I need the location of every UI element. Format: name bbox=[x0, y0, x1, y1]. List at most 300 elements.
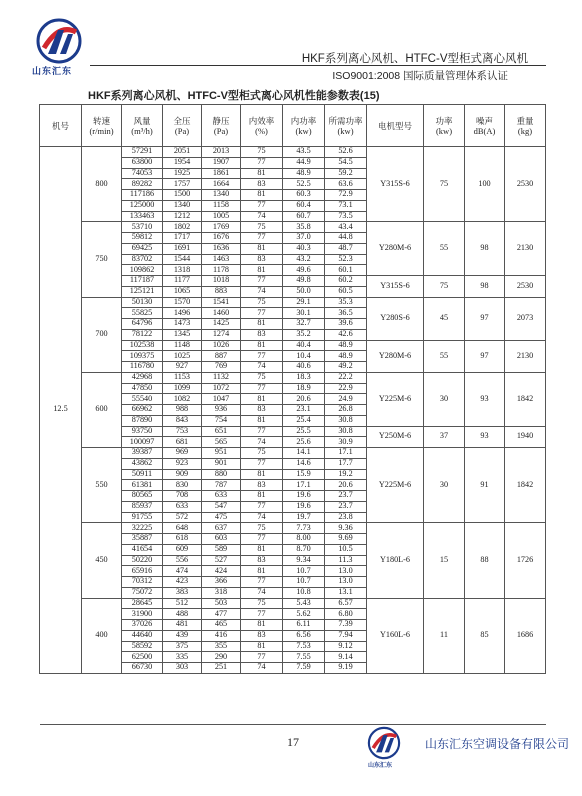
data-cell: 30.1 bbox=[283, 308, 325, 319]
data-cell: 19.6 bbox=[283, 501, 325, 512]
data-cell: 81 bbox=[241, 265, 283, 276]
data-cell: 589 bbox=[202, 544, 241, 555]
data-cell: 8.70 bbox=[283, 544, 325, 555]
data-cell: 74 bbox=[241, 286, 283, 297]
data-cell: 42.6 bbox=[325, 329, 367, 340]
data-cell: 81 bbox=[241, 641, 283, 652]
data-cell: 923 bbox=[163, 458, 202, 469]
weight-cell: 2530 bbox=[505, 147, 546, 222]
data-cell: 10.4 bbox=[283, 351, 325, 362]
speed-cell: 550 bbox=[82, 448, 122, 523]
data-cell: 1072 bbox=[202, 383, 241, 394]
data-cell: 35.3 bbox=[325, 297, 367, 308]
data-cell: 40.6 bbox=[283, 362, 325, 373]
col-internal-power: 内功率 (kw) bbox=[283, 105, 325, 147]
data-cell: 14.6 bbox=[283, 458, 325, 469]
data-cell: 74 bbox=[241, 362, 283, 373]
data-cell: 48.9 bbox=[325, 340, 367, 351]
data-cell: 49.2 bbox=[325, 362, 367, 373]
footer-logo-text: 山东汇东 bbox=[368, 763, 393, 769]
data-cell: 32.7 bbox=[283, 319, 325, 330]
table-body bbox=[40, 147, 546, 674]
data-cell: 1570 bbox=[163, 297, 202, 308]
weight-cell: 1842 bbox=[505, 372, 546, 426]
data-cell: 787 bbox=[202, 480, 241, 491]
data-cell: 1757 bbox=[163, 179, 202, 190]
col-motor: 电机型号 bbox=[367, 105, 424, 147]
noise-cell: 85 bbox=[465, 598, 505, 673]
data-cell: 618 bbox=[163, 534, 202, 545]
data-cell: 355 bbox=[202, 641, 241, 652]
motor-power-cell: 30 bbox=[424, 372, 465, 426]
col-flow: 风量 (m³/h) bbox=[122, 105, 163, 147]
data-cell: 17.1 bbox=[283, 480, 325, 491]
col-static-pressure: 静压 (Pa) bbox=[202, 105, 241, 147]
data-cell: 23.7 bbox=[325, 501, 367, 512]
data-cell: 633 bbox=[163, 501, 202, 512]
page-number: 17 bbox=[287, 735, 299, 749]
data-cell: 1664 bbox=[202, 179, 241, 190]
data-cell: 17.7 bbox=[325, 458, 367, 469]
data-cell: 475 bbox=[202, 512, 241, 523]
data-cell: 77 bbox=[241, 233, 283, 244]
data-cell: 10.7 bbox=[283, 577, 325, 588]
data-cell: 19.7 bbox=[283, 512, 325, 523]
data-cell: 556 bbox=[163, 555, 202, 566]
data-cell: 44.9 bbox=[283, 157, 325, 168]
noise-cell: 93 bbox=[465, 372, 505, 426]
data-cell: 117186 bbox=[122, 190, 163, 201]
data-cell: 60.4 bbox=[283, 200, 325, 211]
data-cell: 41654 bbox=[122, 544, 163, 555]
data-cell: 81 bbox=[241, 566, 283, 577]
data-cell: 81 bbox=[241, 340, 283, 351]
data-cell: 1717 bbox=[163, 233, 202, 244]
data-cell: 77 bbox=[241, 652, 283, 663]
data-cell: 77 bbox=[241, 577, 283, 588]
data-cell: 77 bbox=[241, 276, 283, 287]
weight-cell: 1686 bbox=[505, 598, 546, 673]
data-cell: 1065 bbox=[163, 286, 202, 297]
motor-power-cell: 11 bbox=[424, 598, 465, 673]
motor-model-cell: Y250M-6 bbox=[367, 426, 424, 448]
data-cell: 85937 bbox=[122, 501, 163, 512]
col-motor-power: 功率 (kw) bbox=[424, 105, 465, 147]
data-cell: 109375 bbox=[122, 351, 163, 362]
data-cell: 58592 bbox=[122, 641, 163, 652]
data-cell: 37026 bbox=[122, 620, 163, 631]
data-cell: 10.7 bbox=[283, 566, 325, 577]
data-cell: 50130 bbox=[122, 297, 163, 308]
data-cell: 1345 bbox=[163, 329, 202, 340]
data-cell: 50.0 bbox=[283, 286, 325, 297]
data-cell: 8.00 bbox=[283, 534, 325, 545]
data-cell: 43.4 bbox=[325, 222, 367, 233]
motor-power-cell: 37 bbox=[424, 426, 465, 448]
data-cell: 474 bbox=[163, 566, 202, 577]
data-cell: 77 bbox=[241, 200, 283, 211]
data-cell: 54.5 bbox=[325, 157, 367, 168]
table-header-row bbox=[40, 105, 546, 147]
data-cell: 416 bbox=[202, 630, 241, 641]
speed-cell: 800 bbox=[82, 147, 122, 222]
data-cell: 30.8 bbox=[325, 415, 367, 426]
weight-cell: 2130 bbox=[505, 340, 546, 372]
col-efficiency: 内效率 (%) bbox=[241, 105, 283, 147]
data-cell: 439 bbox=[163, 630, 202, 641]
data-cell: 81 bbox=[241, 190, 283, 201]
noise-cell: 97 bbox=[465, 297, 505, 340]
data-cell: 125121 bbox=[122, 286, 163, 297]
data-cell: 9.36 bbox=[325, 523, 367, 534]
data-cell: 13.0 bbox=[325, 577, 367, 588]
data-cell: 83 bbox=[241, 555, 283, 566]
data-cell: 109862 bbox=[122, 265, 163, 276]
data-cell: 40.4 bbox=[283, 340, 325, 351]
data-cell: 1769 bbox=[202, 222, 241, 233]
motor-model-cell: Y225M-6 bbox=[367, 448, 424, 523]
data-cell: 251 bbox=[202, 663, 241, 674]
data-cell: 74053 bbox=[122, 168, 163, 179]
speed-cell: 700 bbox=[82, 297, 122, 372]
data-cell: 81 bbox=[241, 415, 283, 426]
data-cell: 65916 bbox=[122, 566, 163, 577]
weight-cell: 2130 bbox=[505, 222, 546, 276]
motor-model-cell: Y180L-6 bbox=[367, 523, 424, 598]
data-cell: 42968 bbox=[122, 372, 163, 383]
data-cell: 83 bbox=[241, 405, 283, 416]
data-cell: 77 bbox=[241, 383, 283, 394]
data-cell: 81 bbox=[241, 319, 283, 330]
data-cell: 1861 bbox=[202, 168, 241, 179]
motor-model-cell: Y315S-6 bbox=[367, 276, 424, 298]
data-cell: 74 bbox=[241, 211, 283, 222]
data-cell: 2051 bbox=[163, 147, 202, 158]
data-cell: 93750 bbox=[122, 426, 163, 437]
data-cell: 19.6 bbox=[283, 491, 325, 502]
data-cell: 81 bbox=[241, 469, 283, 480]
table-row bbox=[40, 372, 546, 383]
data-cell: 133463 bbox=[122, 211, 163, 222]
data-cell: 969 bbox=[163, 448, 202, 459]
col-required-power: 所需功率 (kw) bbox=[325, 105, 367, 147]
table-row bbox=[40, 448, 546, 459]
data-cell: 5.62 bbox=[283, 609, 325, 620]
data-cell: 9.12 bbox=[325, 641, 367, 652]
data-cell: 91755 bbox=[122, 512, 163, 523]
data-cell: 1340 bbox=[163, 200, 202, 211]
data-cell: 81 bbox=[241, 620, 283, 631]
data-cell: 81 bbox=[241, 491, 283, 502]
data-cell: 52.5 bbox=[283, 179, 325, 190]
data-cell: 1132 bbox=[202, 372, 241, 383]
data-cell: 100097 bbox=[122, 437, 163, 448]
data-cell: 11.3 bbox=[325, 555, 367, 566]
data-cell: 66730 bbox=[122, 663, 163, 674]
data-cell: 81 bbox=[241, 394, 283, 405]
data-cell: 59812 bbox=[122, 233, 163, 244]
data-cell: 70312 bbox=[122, 577, 163, 588]
data-cell: 125000 bbox=[122, 200, 163, 211]
data-cell: 1025 bbox=[163, 351, 202, 362]
data-cell: 1691 bbox=[163, 243, 202, 254]
data-cell: 1274 bbox=[202, 329, 241, 340]
data-cell: 75 bbox=[241, 372, 283, 383]
data-cell: 77 bbox=[241, 308, 283, 319]
data-cell: 1802 bbox=[163, 222, 202, 233]
data-cell: 44.8 bbox=[325, 233, 367, 244]
motor-model-cell: Y160L-6 bbox=[367, 598, 424, 673]
weight-cell: 2073 bbox=[505, 297, 546, 340]
data-cell: 383 bbox=[163, 587, 202, 598]
table-row bbox=[40, 222, 546, 233]
data-cell: 43.5 bbox=[283, 147, 325, 158]
data-cell: 83 bbox=[241, 254, 283, 265]
header-title: HKF系列离心风机、HTFC-V型柜式离心风机 bbox=[301, 53, 528, 65]
motor-model-cell: Y315S-6 bbox=[367, 147, 424, 222]
data-cell: 23.8 bbox=[325, 512, 367, 523]
data-cell: 60.5 bbox=[325, 286, 367, 297]
data-cell: 31900 bbox=[122, 609, 163, 620]
data-cell: 30.8 bbox=[325, 426, 367, 437]
data-cell: 1954 bbox=[163, 157, 202, 168]
data-cell: 25.6 bbox=[283, 437, 325, 448]
data-cell: 75072 bbox=[122, 587, 163, 598]
data-cell: 637 bbox=[202, 523, 241, 534]
data-cell: 25.4 bbox=[283, 415, 325, 426]
data-cell: 32225 bbox=[122, 523, 163, 534]
data-cell: 73.5 bbox=[325, 211, 367, 222]
data-cell: 23.1 bbox=[283, 405, 325, 416]
data-cell: 318 bbox=[202, 587, 241, 598]
data-cell: 681 bbox=[163, 437, 202, 448]
data-cell: 77 bbox=[241, 157, 283, 168]
data-cell: 77 bbox=[241, 501, 283, 512]
data-cell: 9.69 bbox=[325, 534, 367, 545]
data-cell: 1544 bbox=[163, 254, 202, 265]
header-divider bbox=[90, 65, 546, 66]
data-cell: 22.9 bbox=[325, 383, 367, 394]
data-cell: 1082 bbox=[163, 394, 202, 405]
data-cell: 1148 bbox=[163, 340, 202, 351]
data-cell: 81 bbox=[241, 544, 283, 555]
data-cell: 39.6 bbox=[325, 319, 367, 330]
data-cell: 1318 bbox=[163, 265, 202, 276]
data-cell: 19.2 bbox=[325, 469, 367, 480]
data-cell: 52.6 bbox=[325, 147, 367, 158]
data-cell: 603 bbox=[202, 534, 241, 545]
speed-cell: 400 bbox=[82, 598, 122, 673]
col-weight: 重量 (kg) bbox=[505, 105, 546, 147]
data-cell: 81 bbox=[241, 168, 283, 179]
data-cell: 60.3 bbox=[283, 190, 325, 201]
motor-power-cell: 15 bbox=[424, 523, 465, 598]
data-cell: 53710 bbox=[122, 222, 163, 233]
data-cell: 366 bbox=[202, 577, 241, 588]
data-cell: 75 bbox=[241, 448, 283, 459]
noise-cell: 88 bbox=[465, 523, 505, 598]
data-cell: 1177 bbox=[163, 276, 202, 287]
data-cell: 43862 bbox=[122, 458, 163, 469]
data-cell: 87890 bbox=[122, 415, 163, 426]
data-cell: 1018 bbox=[202, 276, 241, 287]
data-cell: 24.9 bbox=[325, 394, 367, 405]
data-cell: 1473 bbox=[163, 319, 202, 330]
data-cell: 1005 bbox=[202, 211, 241, 222]
data-cell: 6.57 bbox=[325, 598, 367, 609]
data-cell: 936 bbox=[202, 405, 241, 416]
data-cell: 7.59 bbox=[283, 663, 325, 674]
data-cell: 1178 bbox=[202, 265, 241, 276]
data-cell: 18.3 bbox=[283, 372, 325, 383]
col-speed: 转速 (r/min) bbox=[82, 105, 122, 147]
data-cell: 651 bbox=[202, 426, 241, 437]
data-cell: 7.55 bbox=[283, 652, 325, 663]
data-cell: 1047 bbox=[202, 394, 241, 405]
data-cell: 66962 bbox=[122, 405, 163, 416]
data-cell: 512 bbox=[163, 598, 202, 609]
data-cell: 1500 bbox=[163, 190, 202, 201]
motor-power-cell: 75 bbox=[424, 147, 465, 222]
data-cell: 708 bbox=[163, 491, 202, 502]
data-cell: 18.9 bbox=[283, 383, 325, 394]
data-cell: 77 bbox=[241, 351, 283, 362]
weight-cell: 1842 bbox=[505, 448, 546, 523]
data-cell: 290 bbox=[202, 652, 241, 663]
data-cell: 81 bbox=[241, 243, 283, 254]
data-cell: 57291 bbox=[122, 147, 163, 158]
data-cell: 1425 bbox=[202, 319, 241, 330]
table-row bbox=[40, 598, 546, 609]
data-cell: 47850 bbox=[122, 383, 163, 394]
data-cell: 14.1 bbox=[283, 448, 325, 459]
data-cell: 48.9 bbox=[325, 351, 367, 362]
data-cell: 59.2 bbox=[325, 168, 367, 179]
data-cell: 25.5 bbox=[283, 426, 325, 437]
data-cell: 6.11 bbox=[283, 620, 325, 631]
header-subtitle: ISO9001:2008 国际质量管理体系认证 bbox=[332, 70, 508, 82]
data-cell: 83 bbox=[241, 329, 283, 340]
performance-table bbox=[39, 104, 546, 674]
data-cell: 116780 bbox=[122, 362, 163, 373]
data-cell: 75 bbox=[241, 523, 283, 534]
speed-cell: 450 bbox=[82, 523, 122, 598]
data-cell: 1541 bbox=[202, 297, 241, 308]
data-cell: 40.3 bbox=[283, 243, 325, 254]
table-title: HKF系列离心风机、HTFC-V型柜式离心风机性能参数表(15) bbox=[88, 90, 380, 102]
data-cell: 17.1 bbox=[325, 448, 367, 459]
data-cell: 83 bbox=[241, 630, 283, 641]
data-cell: 6.80 bbox=[325, 609, 367, 620]
data-cell: 77 bbox=[241, 609, 283, 620]
motor-power-cell: 30 bbox=[424, 448, 465, 523]
data-cell: 77 bbox=[241, 534, 283, 545]
data-cell: 7.94 bbox=[325, 630, 367, 641]
data-cell: 29.1 bbox=[283, 297, 325, 308]
data-cell: 988 bbox=[163, 405, 202, 416]
data-cell: 37.0 bbox=[283, 233, 325, 244]
data-cell: 303 bbox=[163, 663, 202, 674]
data-cell: 1676 bbox=[202, 233, 241, 244]
data-cell: 769 bbox=[202, 362, 241, 373]
data-cell: 39387 bbox=[122, 448, 163, 459]
data-cell: 78122 bbox=[122, 329, 163, 340]
noise-cell: 100 bbox=[465, 147, 505, 222]
data-cell: 9.19 bbox=[325, 663, 367, 674]
data-cell: 72.9 bbox=[325, 190, 367, 201]
data-cell: 7.53 bbox=[283, 641, 325, 652]
data-cell: 901 bbox=[202, 458, 241, 469]
data-cell: 77 bbox=[241, 426, 283, 437]
noise-cell: 97 bbox=[465, 340, 505, 372]
data-cell: 50911 bbox=[122, 469, 163, 480]
motor-power-cell: 75 bbox=[424, 276, 465, 298]
data-cell: 753 bbox=[163, 426, 202, 437]
data-cell: 927 bbox=[163, 362, 202, 373]
noise-cell: 98 bbox=[465, 222, 505, 276]
data-cell: 423 bbox=[163, 577, 202, 588]
data-cell: 754 bbox=[202, 415, 241, 426]
data-cell: 60.2 bbox=[325, 276, 367, 287]
data-cell: 633 bbox=[202, 491, 241, 502]
motor-model-cell: Y225M-6 bbox=[367, 372, 424, 426]
data-cell: 477 bbox=[202, 609, 241, 620]
data-cell: 50220 bbox=[122, 555, 163, 566]
data-cell: 503 bbox=[202, 598, 241, 609]
data-cell: 1925 bbox=[163, 168, 202, 179]
data-cell: 75 bbox=[241, 147, 283, 158]
data-cell: 73.1 bbox=[325, 200, 367, 211]
data-cell: 89282 bbox=[122, 179, 163, 190]
data-cell: 909 bbox=[163, 469, 202, 480]
data-cell: 843 bbox=[163, 415, 202, 426]
data-cell: 35.8 bbox=[283, 222, 325, 233]
noise-cell: 93 bbox=[465, 426, 505, 448]
data-cell: 527 bbox=[202, 555, 241, 566]
data-cell: 60.1 bbox=[325, 265, 367, 276]
data-cell: 35887 bbox=[122, 534, 163, 545]
data-cell: 547 bbox=[202, 501, 241, 512]
col-noise: 噪声 dB(A) bbox=[465, 105, 505, 147]
data-cell: 15.9 bbox=[283, 469, 325, 480]
data-cell: 1099 bbox=[163, 383, 202, 394]
data-cell: 883 bbox=[202, 286, 241, 297]
data-cell: 55825 bbox=[122, 308, 163, 319]
data-cell: 75 bbox=[241, 222, 283, 233]
data-cell: 83702 bbox=[122, 254, 163, 265]
noise-cell: 98 bbox=[465, 276, 505, 298]
data-cell: 572 bbox=[163, 512, 202, 523]
data-cell: 83 bbox=[241, 480, 283, 491]
table-row bbox=[40, 523, 546, 534]
data-cell: 6.56 bbox=[283, 630, 325, 641]
data-cell: 26.8 bbox=[325, 405, 367, 416]
motor-power-cell: 55 bbox=[424, 340, 465, 372]
data-cell: 1153 bbox=[163, 372, 202, 383]
data-cell: 77 bbox=[241, 458, 283, 469]
data-cell: 9.14 bbox=[325, 652, 367, 663]
motor-power-cell: 45 bbox=[424, 297, 465, 340]
footer-divider bbox=[40, 724, 546, 725]
data-cell: 481 bbox=[163, 620, 202, 631]
data-cell: 74 bbox=[241, 437, 283, 448]
data-cell: 10.5 bbox=[325, 544, 367, 555]
data-cell: 74 bbox=[241, 587, 283, 598]
data-cell: 30.9 bbox=[325, 437, 367, 448]
speed-cell: 600 bbox=[82, 372, 122, 447]
data-cell: 75 bbox=[241, 297, 283, 308]
data-cell: 565 bbox=[202, 437, 241, 448]
